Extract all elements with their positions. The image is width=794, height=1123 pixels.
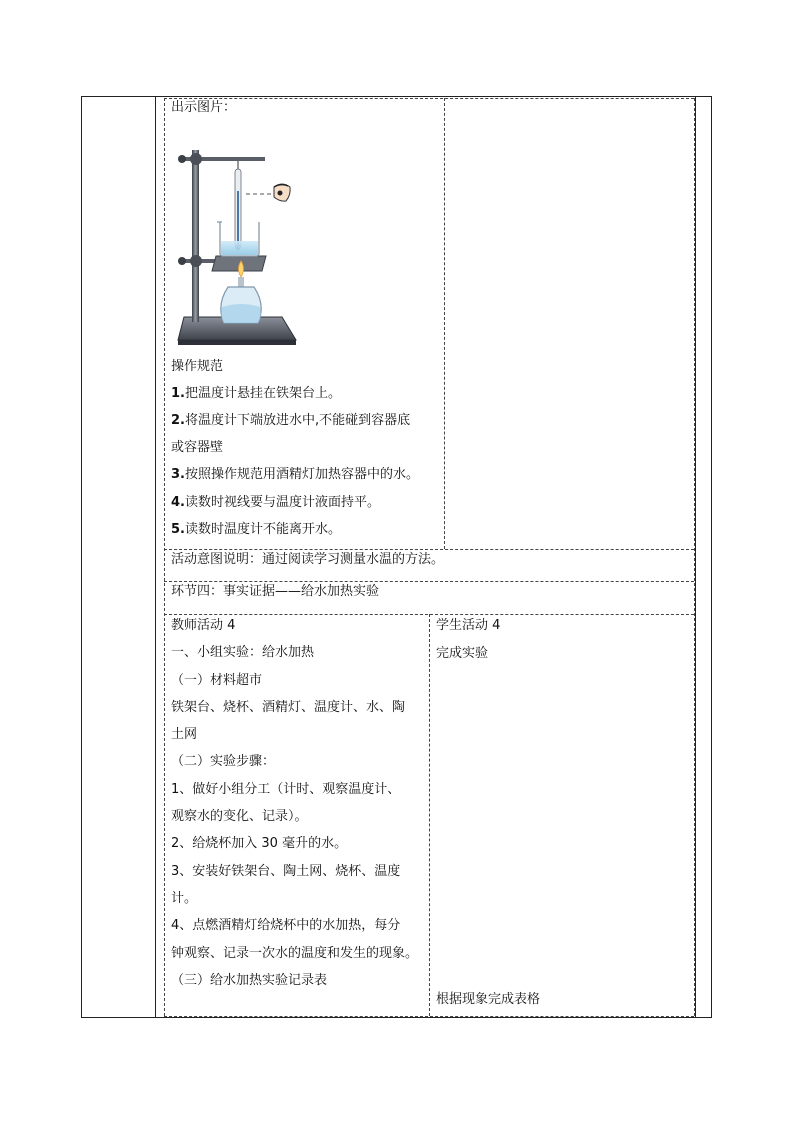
spec-item-5 <box>171 516 341 543</box>
inner-border-right <box>694 98 695 1016</box>
teacher-line: 4、点燃酒精灯给烧杯中的水加热，每分 <box>171 918 401 934</box>
spec-item-3 <box>171 461 419 488</box>
spec-item-5-number: 5. <box>171 522 185 537</box>
teacher-line: （三）给水加热实验记录表 <box>171 972 328 988</box>
teacher-line: 3、安装好铁架台、陶土网、烧杯、温度 <box>171 863 401 879</box>
inner-border-top <box>164 98 694 99</box>
teacher-line: 观察水的变化、记录）。 <box>171 809 308 825</box>
spec-item-2-text: 将温度计下端放进水中,不能碰到容器底 <box>184 413 411 428</box>
spec-item-1-text: 把温度计悬挂在铁架台上。 <box>184 386 341 401</box>
student-activity-title: 学生活动 4 <box>436 618 501 633</box>
column-divider-left <box>155 96 156 1018</box>
thermometer-apparatus-illustration <box>170 135 305 350</box>
student-activity-line: 完成实验 <box>436 646 489 661</box>
spec-item-5-text: 读数时温度计不能离开水。 <box>184 522 341 537</box>
activity-intent: 活动意图说明：通过阅读学习测量水温的方法。 <box>171 552 445 567</box>
teacher-line: 1、做好小组分工（计时、观察温度计、 <box>171 781 401 797</box>
teacher-activity-title: 教师活动 4 <box>171 618 236 633</box>
spec-item-2-continued-text: 或容器壁 <box>171 440 224 455</box>
upper-column-divider <box>444 98 445 549</box>
teacher-line: 土网 <box>171 727 198 743</box>
student-activity-bottom-line: 根据现象完成表格 <box>436 992 541 1007</box>
inner-border-bottom <box>164 1016 694 1017</box>
spec-item-2-number: 2. <box>171 413 185 428</box>
spec-item-3-text: 按照操作规范用酒精灯加热容器中的水。 <box>184 467 419 482</box>
column-divider-right <box>695 96 696 1018</box>
spec-item-4-text: 读数时视线要与温度计液面持平。 <box>184 495 380 510</box>
spec-item-4 <box>171 489 380 516</box>
teacher-line: 铁架台、烧杯、酒精灯、温度计、水、陶 <box>171 699 406 715</box>
teacher-line: （二）实验步骤： <box>171 754 276 770</box>
spec-item-2 <box>171 407 410 434</box>
teacher-line: 计。 <box>171 890 198 906</box>
teacher-line: 钟观察、记录一次水的温度和发生的现象。 <box>171 945 419 961</box>
lower-column-divider <box>429 614 430 1016</box>
spec-item-1-number: 1. <box>171 386 185 401</box>
teacher-line: （一）材料超市 <box>171 672 263 688</box>
section-title: 环节四：事实证据——给水加热实验 <box>171 584 380 599</box>
spec-item-3-number: 3. <box>171 467 185 482</box>
teacher-line: 2、给烧杯加入 30 毫升的水。 <box>171 836 348 852</box>
teacher-line: 一、小组实验：给水加热 <box>171 645 315 661</box>
operation-spec-title: 操作规范 <box>171 359 224 374</box>
teacher-activity <box>171 612 418 994</box>
spec-item-4-number: 4. <box>171 495 185 510</box>
show-picture-label: 出示图片： <box>171 100 237 115</box>
spec-item-2-continued <box>171 434 223 461</box>
spec-item-1 <box>171 380 341 407</box>
inner-border-left <box>164 98 165 1016</box>
